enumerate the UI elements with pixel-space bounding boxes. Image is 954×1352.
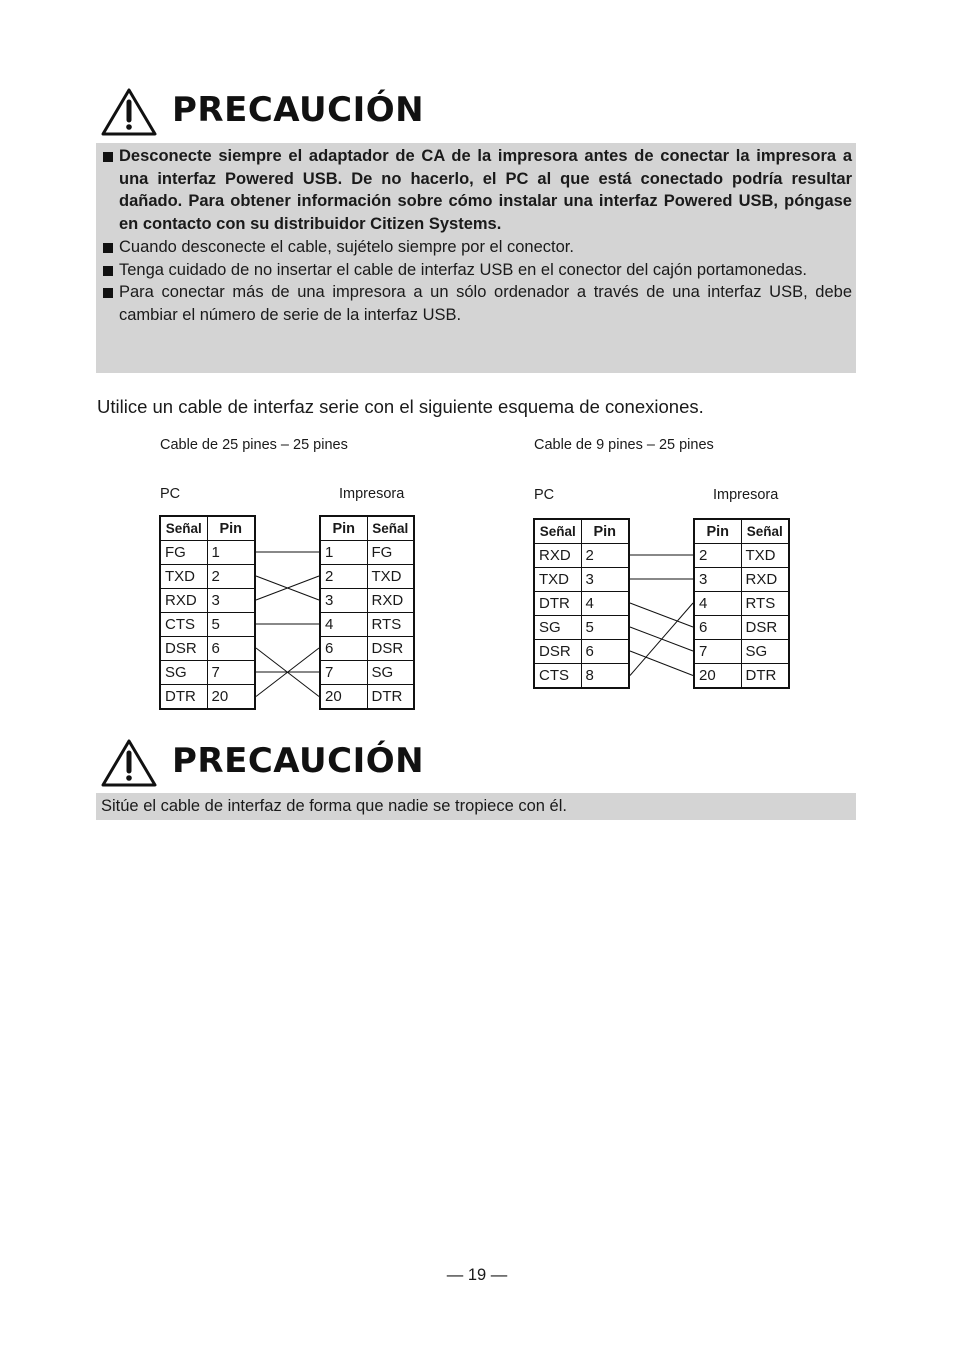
table-cell: 8 — [581, 664, 629, 689]
table-cell: 3 — [694, 568, 741, 592]
caution-item-text: Desconecte siempre el adaptador de CA de la impresora antes de conectar la impresora a una interfaz Powered USB. De no hacerlo, el PC al que está conectado podría resultar dañado. Para obtener información sobre cómo instalar una interfaz Powered USB, póngase en contacto con su distribuidor Citizen Systems. — [119, 147, 852, 234]
table-cell: 6 — [320, 637, 367, 661]
table-cell: 2 — [207, 565, 255, 589]
table-cell: SG — [534, 616, 581, 640]
table-cell: 1 — [320, 541, 367, 565]
table-cell: SG — [160, 661, 207, 685]
table-cell: FG — [367, 541, 414, 565]
table-cell: 5 — [207, 613, 255, 637]
table-cell: 6 — [581, 640, 629, 664]
table-cell: 20 — [207, 685, 255, 710]
intro-text: Utilice un cable de interfaz serie con el siguiente esquema de conexiones. — [97, 396, 704, 417]
column-header: Pin — [207, 516, 255, 541]
diagram9-caption: Cable de 9 pines – 25 pines — [534, 437, 714, 453]
table-cell: DTR — [160, 685, 207, 710]
table-cell: FG — [160, 541, 207, 565]
table-cell: 2 — [581, 544, 629, 568]
table-cell: RTS — [367, 613, 414, 637]
table-cell: 20 — [320, 685, 367, 710]
table-cell: 6 — [694, 616, 741, 640]
column-header: Señal — [160, 516, 207, 541]
caution-title: PRECAUCIÓN — [172, 90, 425, 130]
diagram25-caption: Cable de 25 pines – 25 pines — [160, 437, 348, 453]
diagram9-printer-label: Impresora — [713, 487, 779, 503]
table-cell: DTR — [367, 685, 414, 710]
table-cell: DSR — [741, 616, 789, 640]
column-header: Señal — [741, 519, 789, 544]
table-cell: CTS — [160, 613, 207, 637]
caution-item-text: Para conectar más de una impresora a un sólo ordenador a través de una interfaz USB, debe cambiar el número de serie de la interfaz USB. — [119, 283, 852, 324]
table-cell: RXD — [367, 589, 414, 613]
table-cell: DSR — [367, 637, 414, 661]
table-cell: SG — [367, 661, 414, 685]
diagram25-printer-label: Impresora — [339, 486, 405, 502]
table-cell: 2 — [694, 544, 741, 568]
table-cell: DSR — [160, 637, 207, 661]
column-header: Pin — [694, 519, 741, 544]
table-cell: TXD — [534, 568, 581, 592]
caution-box: Sitúe el cable de interfaz de forma que nadie se tropiece con él. — [96, 793, 856, 820]
table-cell: 5 — [581, 616, 629, 640]
column-header: Pin — [320, 516, 367, 541]
table-cell: RXD — [534, 544, 581, 568]
table-cell: 3 — [207, 589, 255, 613]
table-cell: 4 — [694, 592, 741, 616]
table-cell: SG — [741, 640, 789, 664]
table-cell: 2 — [320, 565, 367, 589]
table-cell: RTS — [741, 592, 789, 616]
table-cell: DSR — [534, 640, 581, 664]
table-cell: 4 — [320, 613, 367, 637]
page-number: — 19 — — [446, 1266, 508, 1284]
column-header: Pin — [581, 519, 629, 544]
caution-heading — [100, 737, 860, 793]
table-cell: 6 — [207, 637, 255, 661]
table-cell: TXD — [741, 544, 789, 568]
column-header: Señal — [534, 519, 581, 544]
column-header: Señal — [367, 516, 414, 541]
caution-title: PRECAUCIÓN — [172, 741, 425, 781]
table-cell: TXD — [367, 565, 414, 589]
caution-item-text: Cuando desconecte el cable, sujételo siempre por el conector. — [119, 237, 574, 256]
wire-connection — [630, 603, 693, 676]
table-cell: 7 — [207, 661, 255, 685]
table-cell: TXD — [160, 565, 207, 589]
table-cell: 1 — [207, 541, 255, 565]
table-cell: 4 — [581, 592, 629, 616]
table-cell: 7 — [320, 661, 367, 685]
diagram25-pc-label: PC — [160, 486, 181, 502]
table-cell: 20 — [694, 664, 741, 689]
table-cell: 3 — [581, 568, 629, 592]
table-cell: 7 — [694, 640, 741, 664]
table-cell: CTS — [534, 664, 581, 689]
wire-connection — [630, 603, 693, 627]
wire-connection — [630, 651, 693, 676]
table-cell: DTR — [534, 592, 581, 616]
warning-triangle-icon — [100, 737, 158, 789]
table-cell: 3 — [320, 589, 367, 613]
table-cell: RXD — [160, 589, 207, 613]
caution-item-text: Tenga cuidado de no insertar el cable de interfaz USB en el conector del cajón portamonedas. — [119, 260, 807, 279]
diagram9-pc-label: PC — [534, 487, 555, 503]
table-cell: RXD — [741, 568, 789, 592]
table-cell: DTR — [741, 664, 789, 689]
